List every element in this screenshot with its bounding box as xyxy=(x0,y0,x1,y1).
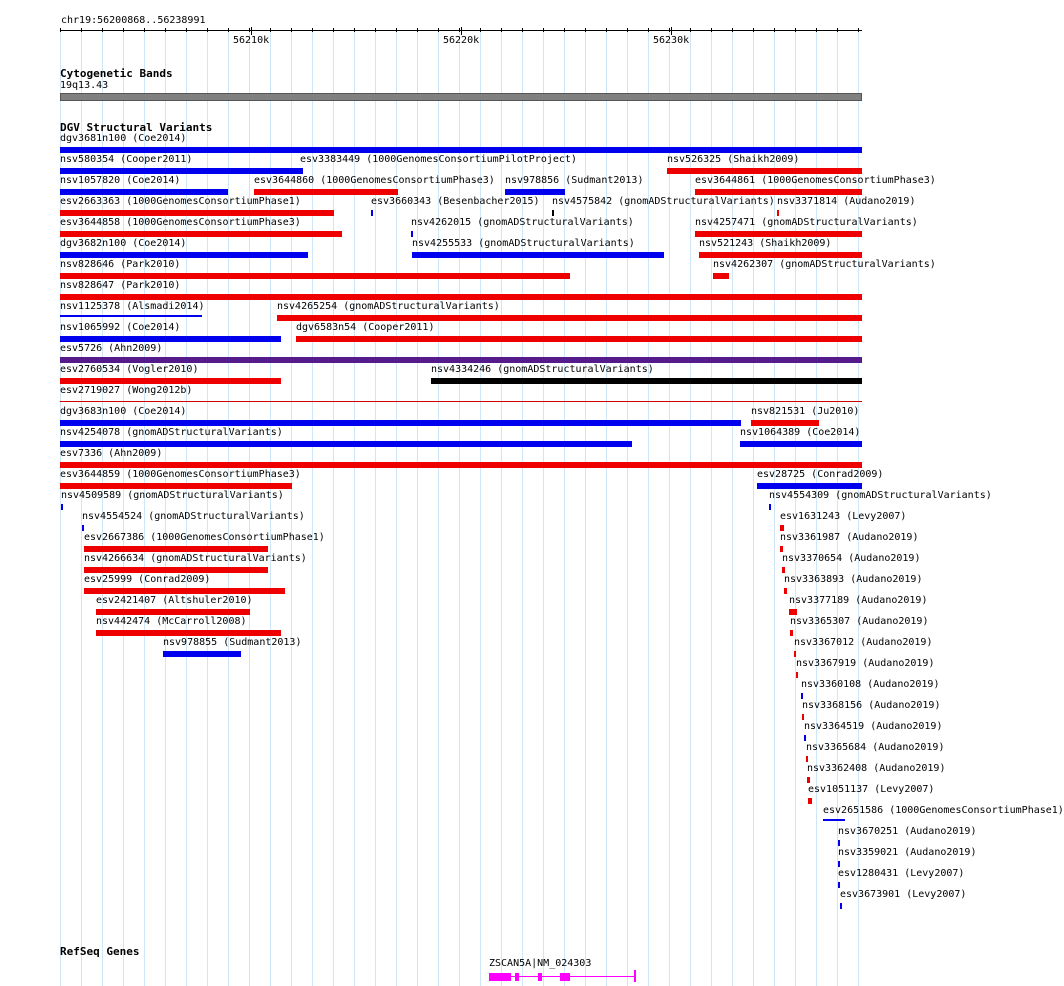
grid-line xyxy=(375,28,376,986)
ruler-minor-tick xyxy=(417,28,418,32)
variant-bar[interactable] xyxy=(96,630,281,636)
variant-bar[interactable] xyxy=(60,336,281,342)
variant-bar[interactable] xyxy=(804,735,806,741)
variant-label[interactable]: dgv3683n100 (Coe2014) xyxy=(60,406,187,417)
ruler-minor-tick xyxy=(81,28,82,32)
variant-bar[interactable] xyxy=(60,462,862,468)
variant-bar[interactable] xyxy=(777,210,779,216)
ruler-tick-label: 56230k xyxy=(653,35,690,46)
variant-bar[interactable] xyxy=(794,651,796,657)
coordinate-label: chr19:56200868..56238991 xyxy=(61,15,206,26)
grid-line xyxy=(417,28,418,986)
variant-label[interactable]: nsv4254078 (gnomADStructuralVariants) xyxy=(60,427,283,438)
ruler-minor-tick xyxy=(186,28,187,32)
ruler-minor-tick xyxy=(375,28,376,32)
variant-label[interactable]: dgv6583n54 (Cooper2011) xyxy=(296,322,435,333)
grid-line xyxy=(564,28,565,986)
grid-line xyxy=(648,28,649,986)
grid-line xyxy=(354,28,355,986)
variant-label[interactable]: esv3660343 (Besenbacher2015) xyxy=(371,196,540,207)
ruler-minor-tick xyxy=(690,28,691,32)
ruler-minor-tick xyxy=(396,28,397,32)
variant-bar[interactable] xyxy=(713,273,729,279)
variant-label[interactable]: esv1631243 (Levy2007) xyxy=(780,511,907,522)
variant-label[interactable]: nsv978855 (Sudmant2013) xyxy=(163,637,302,648)
ruler-minor-tick xyxy=(165,28,166,32)
variant-label[interactable]: nsv1064389 (Coe2014) xyxy=(740,427,861,438)
variant-label[interactable]: nsv828647 (Park2010) xyxy=(60,280,181,291)
variant-bar[interactable] xyxy=(60,252,308,258)
variant-bar[interactable] xyxy=(796,672,798,678)
variant-bar[interactable] xyxy=(838,840,840,846)
variant-label[interactable]: esv28725 (Conrad2009) xyxy=(757,469,884,480)
ruler-minor-tick xyxy=(669,28,670,32)
variant-bar[interactable] xyxy=(60,357,862,363)
variant-bar[interactable] xyxy=(60,231,342,237)
variant-label[interactable]: nsv521243 (Shaikh2009) xyxy=(699,238,832,249)
variant-bar[interactable] xyxy=(60,168,302,174)
dgv-track-title[interactable]: DGV Structural Variants xyxy=(60,121,213,134)
variant-bar[interactable] xyxy=(277,315,862,321)
variant-bar[interactable] xyxy=(789,609,797,615)
variant-label[interactable]: esv7336 (Ahn2009) xyxy=(60,448,163,459)
variant-label[interactable]: nsv3363893 (Audano2019) xyxy=(784,574,923,585)
grid-line xyxy=(543,28,544,986)
variant-bar[interactable] xyxy=(840,903,842,909)
variant-bar[interactable] xyxy=(757,483,862,489)
variant-label[interactable]: nsv3365307 (Audano2019) xyxy=(790,616,929,627)
variant-label[interactable]: nsv526325 (Shaikh2009) xyxy=(667,154,800,165)
variant-label[interactable]: nsv3364519 (Audano2019) xyxy=(804,721,943,732)
cytoband-track-title[interactable]: Cytogenetic Bands xyxy=(60,67,173,80)
track-separator xyxy=(60,401,862,402)
variant-bar[interactable] xyxy=(82,525,84,531)
variant-bar[interactable] xyxy=(505,189,565,195)
variant-label[interactable]: nsv442474 (McCarroll2008) xyxy=(96,616,247,627)
variant-label[interactable]: nsv4255533 (gnomADStructuralVariants) xyxy=(412,238,635,249)
grid-line xyxy=(627,28,628,986)
ruler-minor-tick xyxy=(648,28,649,32)
gene-label[interactable]: ZSCAN5A|NM_024303 xyxy=(489,958,592,969)
ruler-minor-tick xyxy=(606,28,607,32)
ruler-minor-tick xyxy=(102,28,103,32)
ruler-minor-tick xyxy=(249,28,250,32)
ruler-minor-tick xyxy=(753,28,754,32)
grid-line xyxy=(459,28,460,986)
variant-bar[interactable] xyxy=(802,714,804,720)
variant-label[interactable]: nsv4554524 (gnomADStructuralVariants) xyxy=(82,511,305,522)
variant-bar[interactable] xyxy=(801,693,803,699)
variant-bar[interactable] xyxy=(84,588,285,594)
variant-bar[interactable] xyxy=(84,546,268,552)
variant-bar[interactable] xyxy=(296,336,862,342)
gene-exon xyxy=(489,973,511,981)
variant-bar[interactable] xyxy=(769,504,771,510)
variant-label[interactable]: esv1280431 (Levy2007) xyxy=(838,868,965,879)
grid-line xyxy=(480,28,481,986)
variant-label[interactable]: nsv4266634 (gnomADStructuralVariants) xyxy=(84,553,307,564)
ruler-minor-tick xyxy=(711,28,712,32)
refseq-track-title[interactable]: RefSeq Genes xyxy=(60,945,140,958)
variant-label[interactable]: nsv4334246 (gnomADStructuralVariants) xyxy=(431,364,654,375)
variant-bar[interactable] xyxy=(808,798,812,804)
variant-label[interactable]: nsv4257471 (gnomADStructuralVariants) xyxy=(695,217,918,228)
variant-label[interactable]: nsv4262015 (gnomADStructuralVariants) xyxy=(411,217,634,228)
ruler-minor-tick xyxy=(837,28,838,32)
ruler-minor-tick xyxy=(501,28,502,32)
ruler-minor-tick xyxy=(60,28,61,32)
variant-bar[interactable] xyxy=(806,756,808,762)
ruler-minor-tick xyxy=(144,28,145,32)
variant-label[interactable]: nsv3367919 (Audano2019) xyxy=(796,658,935,669)
variant-label[interactable]: esv3673901 (Levy2007) xyxy=(840,889,967,900)
ruler-minor-tick xyxy=(543,28,544,32)
variant-label[interactable]: dgv3681n100 (Coe2014) xyxy=(60,133,187,144)
grid-line xyxy=(438,28,439,986)
gene-exon xyxy=(560,973,570,981)
variant-label[interactable]: nsv3367012 (Audano2019) xyxy=(794,637,933,648)
variant-bar[interactable] xyxy=(782,567,785,573)
variant-label[interactable]: nsv580354 (Cooper2011) xyxy=(60,154,193,165)
variant-label[interactable]: dgv3682n100 (Coe2014) xyxy=(60,238,187,249)
variant-label[interactable]: esv25999 (Conrad2009) xyxy=(84,574,211,585)
variant-bar[interactable] xyxy=(163,651,241,657)
ruler-minor-tick xyxy=(816,28,817,32)
variant-label[interactable]: esv2651586 (1000GenomesConsortiumPhase1) xyxy=(823,805,1064,816)
grid-line xyxy=(333,28,334,986)
variant-bar[interactable] xyxy=(823,819,845,821)
variant-label[interactable]: esv2667386 (1000GenomesConsortiumPhase1) xyxy=(84,532,325,543)
variant-label[interactable]: nsv3362408 (Audano2019) xyxy=(807,763,946,774)
gene-exon xyxy=(538,973,542,981)
ruler-minor-tick xyxy=(774,28,775,32)
variant-bar[interactable] xyxy=(60,378,281,384)
grid-line xyxy=(606,28,607,986)
grid-line xyxy=(585,28,586,986)
variant-label[interactable]: nsv4509589 (gnomADStructuralVariants) xyxy=(61,490,284,501)
variant-bar[interactable] xyxy=(790,630,793,636)
variant-bar[interactable] xyxy=(254,189,398,195)
variant-label[interactable]: esv3644860 (1000GenomesConsortiumPhase3) xyxy=(254,175,495,186)
variant-bar[interactable] xyxy=(60,273,570,279)
ruler-minor-tick xyxy=(354,28,355,32)
cytoband-label: 19q13.43 xyxy=(60,80,109,91)
variant-bar[interactable] xyxy=(751,420,819,426)
variant-bar[interactable] xyxy=(60,315,202,317)
ruler-minor-tick xyxy=(858,28,859,32)
variant-label[interactable]: nsv3670251 (Audano2019) xyxy=(838,826,977,837)
variant-label[interactable]: nsv3361987 (Audano2019) xyxy=(780,532,919,543)
variant-label[interactable]: esv3644858 (1000GenomesConsortiumPhase3) xyxy=(60,217,301,228)
ruler-minor-tick xyxy=(480,28,481,32)
variant-label[interactable]: esv5726 (Ahn2009) xyxy=(60,343,163,354)
grid-line xyxy=(396,28,397,986)
variant-label[interactable]: nsv4575842 (gnomADStructuralVariants) xyxy=(552,196,775,207)
variant-bar[interactable] xyxy=(838,882,840,888)
variant-bar[interactable] xyxy=(838,861,840,867)
ruler-minor-tick xyxy=(627,28,628,32)
variant-bar[interactable] xyxy=(807,777,810,783)
variant-label[interactable]: esv3644861 (1000GenomesConsortiumPhase3) xyxy=(695,175,936,186)
variant-label[interactable]: esv3644859 (1000GenomesConsortiumPhase3) xyxy=(60,469,301,480)
gene-intron-line xyxy=(511,976,635,977)
ruler-major-tick xyxy=(461,27,462,35)
variant-bar[interactable] xyxy=(60,483,292,489)
ruler-tick-label: 56210k xyxy=(233,35,270,46)
ruler-minor-tick xyxy=(291,28,292,32)
variant-bar[interactable] xyxy=(60,147,862,153)
variant-label[interactable]: nsv3377189 (Audano2019) xyxy=(789,595,928,606)
grid-line xyxy=(501,28,502,986)
ruler-minor-tick xyxy=(207,28,208,32)
variant-bar[interactable] xyxy=(96,609,250,615)
variant-label[interactable]: nsv3359021 (Audano2019) xyxy=(838,847,977,858)
variant-bar[interactable] xyxy=(780,546,783,552)
variant-label[interactable]: esv3383449 (1000GenomesConsortiumPilotProject) xyxy=(300,154,577,165)
variant-bar[interactable] xyxy=(60,441,632,447)
variant-bar[interactable] xyxy=(60,210,334,216)
ruler-minor-tick xyxy=(270,28,271,32)
ruler-minor-tick xyxy=(585,28,586,32)
variant-label[interactable]: nsv3368156 (Audano2019) xyxy=(802,700,941,711)
variant-bar[interactable] xyxy=(60,189,228,195)
cytoband-bar[interactable] xyxy=(60,93,862,101)
ruler-minor-tick xyxy=(438,28,439,32)
variant-label[interactable]: esv1051137 (Levy2007) xyxy=(808,784,935,795)
variant-label[interactable]: nsv3370654 (Audano2019) xyxy=(782,553,921,564)
variant-label[interactable]: esv2421407 (Altshuler2010) xyxy=(96,595,253,606)
variant-bar[interactable] xyxy=(300,168,303,174)
variant-label[interactable]: nsv1065992 (Coe2014) xyxy=(60,322,181,333)
ruler-major-tick xyxy=(251,27,252,35)
variant-label[interactable]: nsv3371814 (Audano2019) xyxy=(777,196,916,207)
variant-bar[interactable] xyxy=(784,588,787,594)
variant-label[interactable]: nsv3365684 (Audano2019) xyxy=(806,742,945,753)
gene-exon xyxy=(515,973,519,981)
variant-bar[interactable] xyxy=(667,168,862,174)
variant-label[interactable]: nsv828646 (Park2010) xyxy=(60,259,181,270)
variant-label[interactable]: nsv3360108 (Audano2019) xyxy=(801,679,940,690)
variant-bar[interactable] xyxy=(412,252,664,258)
variant-bar[interactable] xyxy=(84,567,268,573)
ruler-minor-tick xyxy=(333,28,334,32)
ruler-minor-tick xyxy=(312,28,313,32)
variant-bar[interactable] xyxy=(371,210,373,216)
variant-label[interactable]: nsv1057820 (Coe2014) xyxy=(60,175,181,186)
variant-label[interactable]: nsv821531 (Ju2010) xyxy=(751,406,860,417)
variant-bar[interactable] xyxy=(552,210,554,216)
ruler-minor-tick xyxy=(564,28,565,32)
variant-bar[interactable] xyxy=(780,525,784,531)
variant-label[interactable]: nsv978856 (Sudmant2013) xyxy=(505,175,644,186)
ruler-minor-tick xyxy=(228,28,229,32)
variant-label[interactable]: nsv1125378 (Alsmadi2014) xyxy=(60,301,205,312)
ruler-minor-tick xyxy=(795,28,796,32)
variant-bar[interactable] xyxy=(695,189,862,195)
variant-bar[interactable] xyxy=(699,252,862,258)
grid-line xyxy=(312,28,313,986)
variant-bar[interactable] xyxy=(411,231,413,237)
variant-label[interactable]: nsv4554309 (gnomADStructuralVariants) xyxy=(769,490,992,501)
ruler-minor-tick xyxy=(522,28,523,32)
variant-bar[interactable] xyxy=(60,420,741,426)
ruler-minor-tick xyxy=(732,28,733,32)
variant-label[interactable]: nsv4265254 (gnomADStructuralVariants) xyxy=(277,301,500,312)
variant-bar[interactable] xyxy=(61,504,63,510)
ruler-major-tick xyxy=(671,27,672,35)
variant-label[interactable]: nsv4262307 (gnomADStructuralVariants) xyxy=(713,259,936,270)
variant-bar[interactable] xyxy=(740,441,862,447)
ruler-minor-tick xyxy=(459,28,460,32)
variant-bar[interactable] xyxy=(60,294,862,300)
grid-line xyxy=(522,28,523,986)
variant-label[interactable]: esv2760534 (Vogler2010) xyxy=(60,364,199,375)
ruler-tick-label: 56220k xyxy=(443,35,480,46)
variant-bar[interactable] xyxy=(431,378,862,384)
variant-label[interactable]: esv2663363 (1000GenomesConsortiumPhase1) xyxy=(60,196,301,207)
variant-bar[interactable] xyxy=(695,231,862,237)
ruler-minor-tick xyxy=(123,28,124,32)
variant-label[interactable]: esv2719027 (Wong2012b) xyxy=(60,385,193,396)
